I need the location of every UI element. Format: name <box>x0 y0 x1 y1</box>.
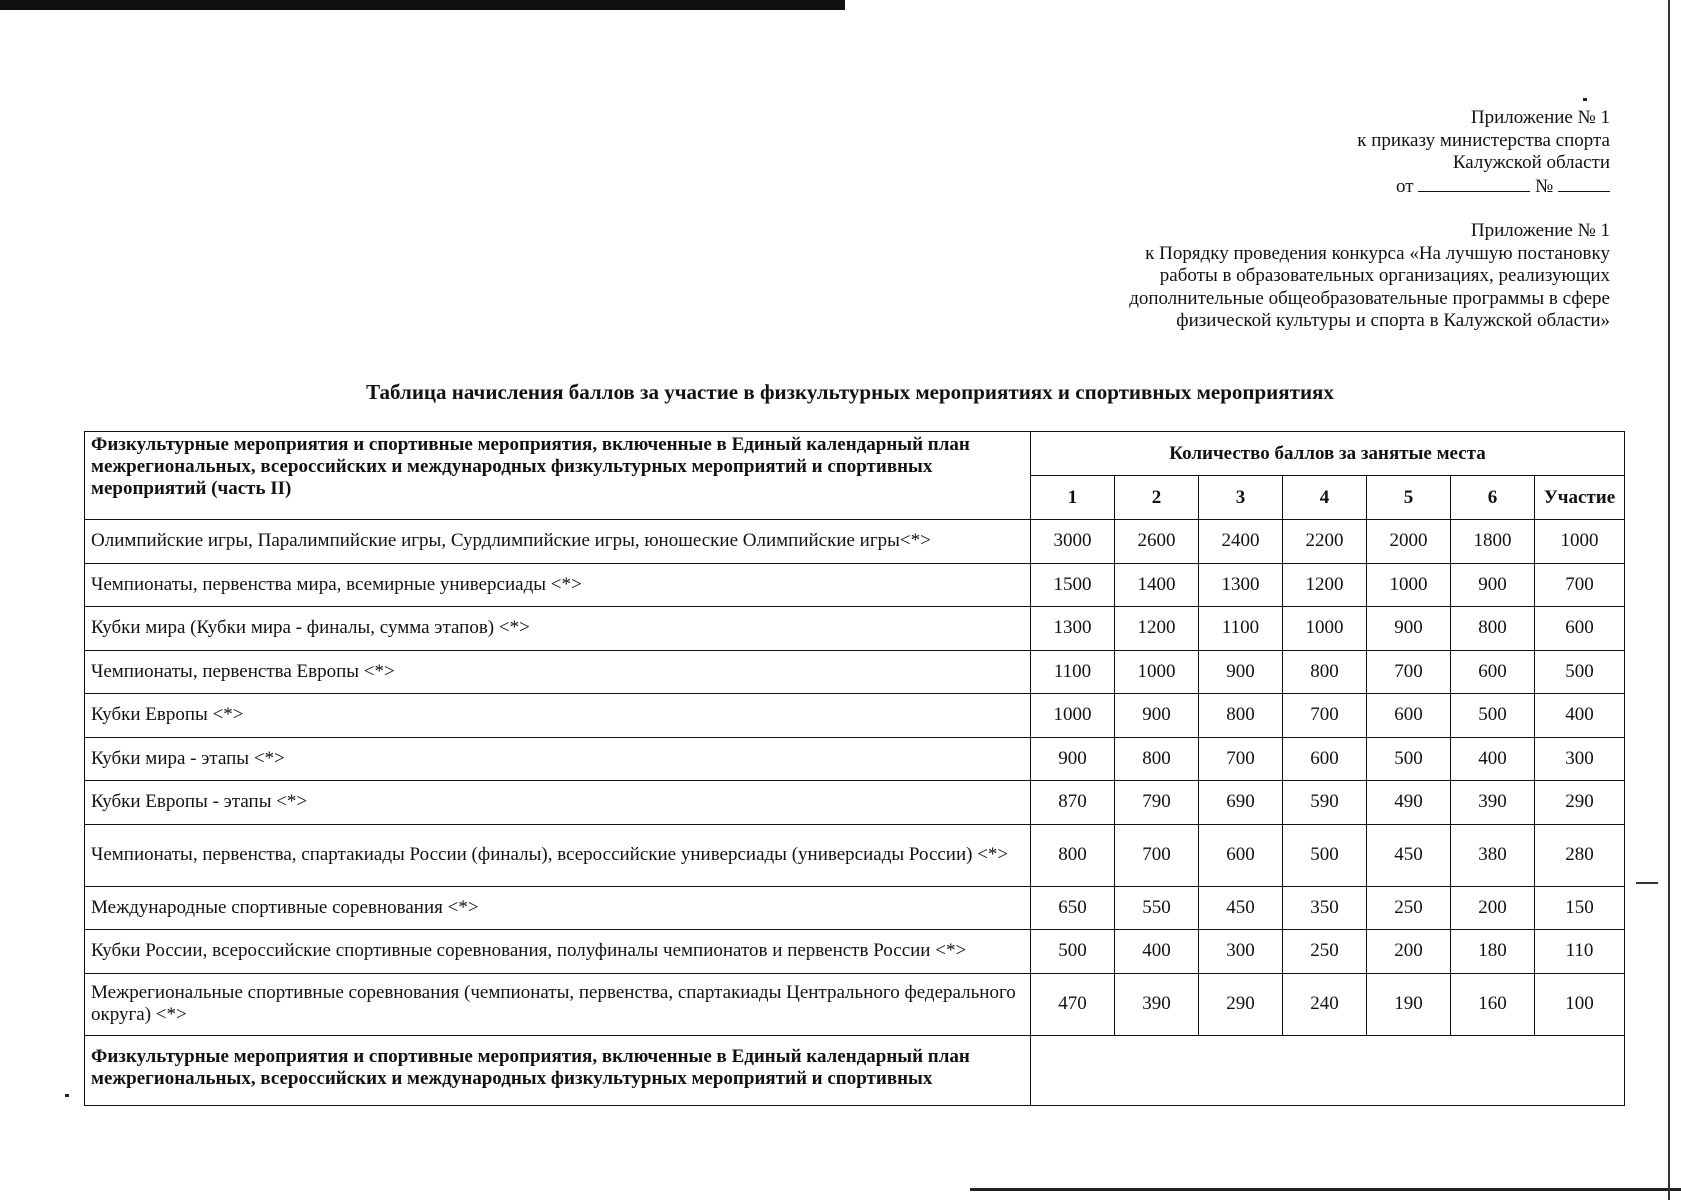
points-cell: 900 <box>1451 563 1535 607</box>
event-name: Чемпионаты, первенства Европы <*> <box>85 650 1031 694</box>
points-cell: 600 <box>1367 694 1451 738</box>
points-cell: 800 <box>1283 650 1367 694</box>
table-row <box>85 607 1625 651</box>
points-table <box>84 431 1625 1106</box>
appendix-order-line: Приложение № 1 <box>1470 107 1610 128</box>
appendix-procedure-line: дополнительные общеобразовательные программы в сфере <box>1129 287 1610 309</box>
event-name: Кубки мира (Кубки мира - финалы, сумма этапов) <*> <box>85 607 1031 651</box>
points-cell: 1100 <box>1031 650 1115 694</box>
points-cell: 690 <box>1199 781 1283 825</box>
appendix-order-line: Калужской области <box>1452 152 1610 173</box>
points-cell: 2000 <box>1367 520 1451 564</box>
points-cell: 600 <box>1535 607 1625 651</box>
points-cell: 450 <box>1367 824 1451 886</box>
scan-artifact-top-bar <box>0 0 845 10</box>
points-cell: 100 <box>1535 973 1625 1035</box>
points-cell: 650 <box>1031 886 1115 930</box>
event-name: Чемпионаты, первенства мира, всемирные универсиады <*> <box>85 563 1031 607</box>
points-cell: 390 <box>1451 781 1535 825</box>
points-cell: 1000 <box>1115 650 1199 694</box>
points-cell: 790 <box>1115 781 1199 825</box>
place-header: 4 <box>1283 476 1367 520</box>
points-cell: 800 <box>1115 737 1199 781</box>
points-cell: 390 <box>1115 973 1199 1035</box>
event-name: Кубки Европы - этапы <*> <box>85 781 1031 825</box>
points-cell: 800 <box>1031 824 1115 886</box>
points-cell: 240 <box>1283 973 1367 1035</box>
points-cell: 600 <box>1199 824 1283 886</box>
points-cell: 870 <box>1031 781 1115 825</box>
points-cell: 350 <box>1283 886 1367 930</box>
appendix-procedure-line: к Порядку проведения конкурса «На лучшую постановку <box>1145 242 1610 264</box>
scan-artifact-dot <box>1583 98 1587 101</box>
points-cell: 3000 <box>1031 520 1115 564</box>
points-cell: 1200 <box>1283 563 1367 607</box>
table-row <box>85 737 1625 781</box>
number-label: № <box>1535 175 1554 197</box>
points-cell: 900 <box>1199 650 1283 694</box>
place-header: 6 <box>1451 476 1535 520</box>
document-title: Таблица начисления баллов за участие в физкультурных мероприятиях и спортивных мероприятиях <box>366 380 1334 404</box>
points-cell: 700 <box>1283 694 1367 738</box>
events-column-header: Физкультурные мероприятия и спортивные мероприятия, включенные в Единый календарный план межрегиональных, всероссийских и международных физкультурных мероприятий и спортивных мероприятий (часть II) <box>85 432 1031 520</box>
points-cell: 400 <box>1451 737 1535 781</box>
event-name: Кубки Европы <*> <box>85 694 1031 738</box>
points-cell: 700 <box>1115 824 1199 886</box>
points-cell: 450 <box>1199 886 1283 930</box>
date-blank <box>1418 175 1530 192</box>
table-row <box>85 650 1625 694</box>
points-cell: 1000 <box>1535 520 1625 564</box>
points-cell: 150 <box>1535 886 1625 930</box>
scan-artifact-bottom-line <box>970 1188 1681 1191</box>
points-cell: 800 <box>1199 694 1283 738</box>
points-cell: 300 <box>1535 737 1625 781</box>
points-cell: 400 <box>1115 930 1199 974</box>
table-row <box>85 886 1625 930</box>
points-cell: 280 <box>1535 824 1625 886</box>
event-name: Международные спортивные соревнования <*> <box>85 886 1031 930</box>
points-cell: 2400 <box>1199 520 1283 564</box>
points-cell: 900 <box>1115 694 1199 738</box>
points-cell: 200 <box>1367 930 1451 974</box>
points-cell: 1300 <box>1031 607 1115 651</box>
points-cell: 250 <box>1283 930 1367 974</box>
table-row <box>85 563 1625 607</box>
event-name: Межрегиональные спортивные соревнования (чемпионаты, первенства, спартакиады Центрального федерального округа) <*> <box>85 973 1031 1035</box>
points-cell: 1200 <box>1115 607 1199 651</box>
points-cell: 900 <box>1031 737 1115 781</box>
points-cell: 500 <box>1367 737 1451 781</box>
place-header: 5 <box>1367 476 1451 520</box>
points-cell: 110 <box>1535 930 1625 974</box>
appendix-procedure-line: физической культуры и спорта в Калужской области» <box>1176 310 1610 331</box>
points-cell: 500 <box>1535 650 1625 694</box>
points-cell: 900 <box>1367 607 1451 651</box>
event-name: Олимпийские игры, Паралимпийские игры, Сурдлимпийские игры, юношеские Олимпийские игры<*> <box>85 520 1031 564</box>
points-cell: 1000 <box>1367 563 1451 607</box>
scan-artifact-dash <box>1636 882 1658 884</box>
points-cell: 2200 <box>1283 520 1367 564</box>
place-header: 3 <box>1199 476 1283 520</box>
place-header: 2 <box>1115 476 1199 520</box>
points-cell: 1000 <box>1031 694 1115 738</box>
appendix-order-line: к приказу министерства спорта <box>1357 129 1610 151</box>
points-cell: 700 <box>1199 737 1283 781</box>
appendix-procedure-block <box>1129 220 1610 333</box>
points-group-header: Количество баллов за занятые места <box>1031 432 1625 476</box>
points-cell: 490 <box>1367 781 1451 825</box>
points-cell: 500 <box>1283 824 1367 886</box>
appendix-order-block <box>1357 107 1610 198</box>
points-cell: 800 <box>1451 607 1535 651</box>
table-row <box>85 520 1625 564</box>
points-cell: 180 <box>1451 930 1535 974</box>
points-cell: 380 <box>1451 824 1535 886</box>
points-cell: 160 <box>1451 973 1535 1035</box>
points-cell: 190 <box>1367 973 1451 1035</box>
points-cell: 290 <box>1199 973 1283 1035</box>
points-cell: 290 <box>1535 781 1625 825</box>
points-cell: 1400 <box>1115 563 1199 607</box>
points-cell: 1000 <box>1283 607 1367 651</box>
points-cell: 2600 <box>1115 520 1199 564</box>
points-cell: 470 <box>1031 973 1115 1035</box>
appendix-order-date-number <box>1357 175 1610 199</box>
points-cell: 590 <box>1283 781 1367 825</box>
points-cell: 600 <box>1283 737 1367 781</box>
number-blank <box>1558 175 1610 192</box>
points-cell: 300 <box>1199 930 1283 974</box>
points-cell: 200 <box>1451 886 1535 930</box>
table-row <box>85 694 1625 738</box>
table-row <box>85 781 1625 825</box>
from-label: от <box>1396 175 1414 197</box>
event-name: Чемпионаты, первенства, спартакиады России (финалы), всероссийские универсиады (универсиады России) <*> <box>85 824 1031 886</box>
points-cell: 1300 <box>1199 563 1283 607</box>
next-section-header: Физкультурные мероприятия и спортивные мероприятия, включенные в Единый календарный план межрегиональных, всероссийских и международных физкультурных мероприятий и спортивных <box>85 1035 1031 1105</box>
points-cell: 500 <box>1451 694 1535 738</box>
points-cell: 1500 <box>1031 563 1115 607</box>
event-name: Кубки мира - этапы <*> <box>85 737 1031 781</box>
scan-artifact-dot <box>65 1094 69 1097</box>
points-cell: 550 <box>1115 886 1199 930</box>
table-row <box>85 930 1625 974</box>
points-cell: 700 <box>1367 650 1451 694</box>
table-row <box>85 973 1625 1035</box>
appendix-procedure-line: Приложение № 1 <box>1470 220 1610 241</box>
event-name: Кубки России, всероссийские спортивные соревнования, полуфиналы чемпионатов и первенств России <*> <box>85 930 1031 974</box>
points-cell: 500 <box>1031 930 1115 974</box>
points-cell: 700 <box>1535 563 1625 607</box>
points-cell: 250 <box>1367 886 1451 930</box>
next-section-points-blank <box>1031 1035 1625 1105</box>
scan-artifact-right-edge <box>1668 0 1670 1200</box>
points-cell: 400 <box>1535 694 1625 738</box>
points-cell: 1100 <box>1199 607 1283 651</box>
points-cell: 1800 <box>1451 520 1535 564</box>
place-header: Участие <box>1535 476 1625 520</box>
points-cell: 600 <box>1451 650 1535 694</box>
next-section-header-row <box>85 1035 1625 1105</box>
table-row <box>85 824 1625 886</box>
appendix-procedure-line: работы в образовательных организациях, реализующих <box>1159 265 1610 286</box>
place-header: 1 <box>1031 476 1115 520</box>
